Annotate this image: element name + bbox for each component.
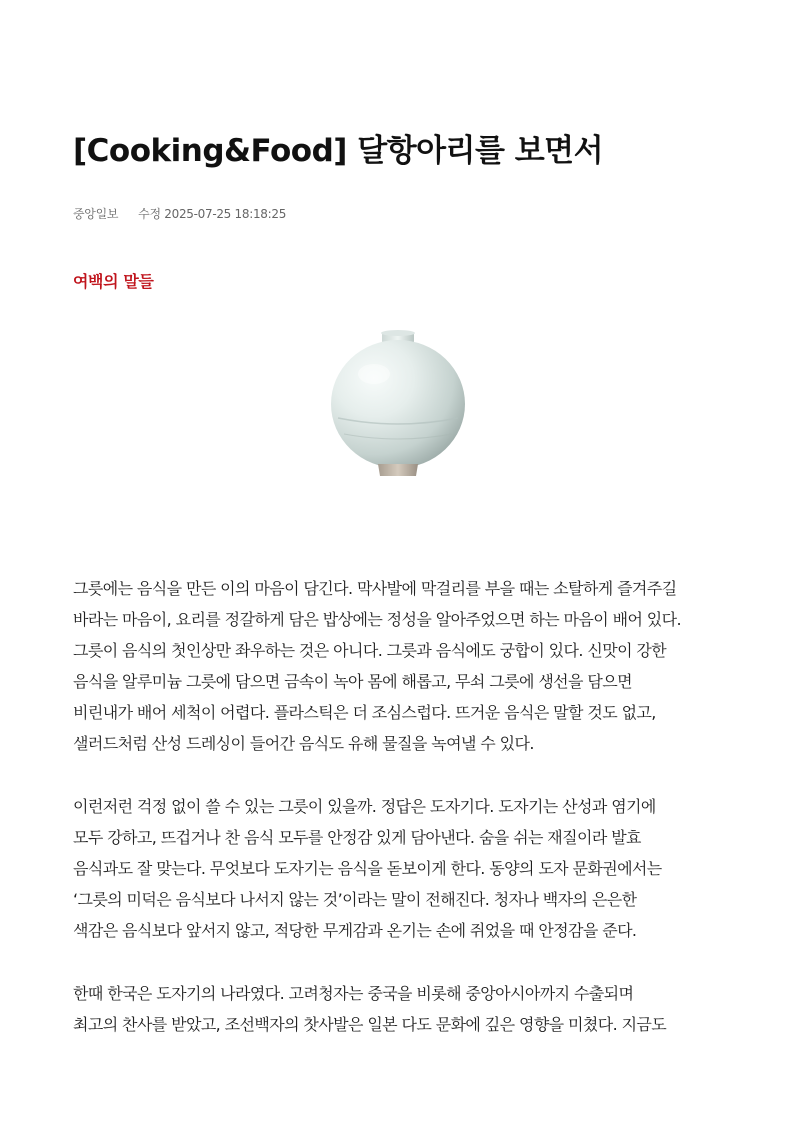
- article-body: [73, 573, 733, 1072]
- updated-time: 2025-07-25 18:18:25: [164, 207, 287, 221]
- text-line: 음식과도 잘 맞는다. 무엇보다 도자기는 음식을 돋보이게 한다. 동양의 도자 문화권에서는: [73, 859, 662, 878]
- paragraph: [73, 791, 733, 946]
- source-name: 중앙일보: [73, 207, 119, 221]
- page-title: [Cooking&Food] 달항아리를 보면서: [73, 133, 604, 169]
- text-line: ‘그릇의 미덕은 음식보다 나서지 않는 것’이라는 말이 전해진다. 청자나 백자의 은은한: [73, 890, 637, 909]
- text-line: 비린내가 배어 세척이 어렵다. 플라스틱은 더 조심스럽다. 뜨거운 음식은 말할 것도 없고,: [73, 703, 656, 722]
- text-line: 색감은 음식보다 앞서지 않고, 적당한 무게감과 온기는 손에 쥐었을 때 안정감을 준다.: [73, 921, 637, 940]
- article-meta: [73, 205, 286, 222]
- text-line: 그릇에는 음식을 만든 이의 마음이 담긴다. 막사발에 막걸리를 부을 때는 소탈하게 즐겨주길: [73, 579, 677, 598]
- updated-label: 수정: [138, 207, 161, 221]
- section-heading: 여백의 말들: [73, 272, 154, 291]
- paragraph: [73, 573, 733, 759]
- text-line: 한때 한국은 도자기의 나라였다. 고려청자는 중국을 비롯해 중앙아시아까지 수출되며: [73, 984, 634, 1003]
- text-line: 그릇이 음식의 첫인상만 좌우하는 것은 아니다. 그릇과 음식에도 궁합이 있다. 신맛이 강한: [73, 641, 667, 660]
- article-image: [330, 330, 466, 478]
- text-line: 음식을 알루미늄 그릇에 담으면 금속이 녹아 몸에 해롭고, 무쇠 그릇에 생선을 담으면: [73, 672, 632, 691]
- text-line: 바라는 마음이, 요리를 정갈하게 담은 밥상에는 정성을 알아주었으면 하는 마음이 배어 있다.: [73, 610, 681, 629]
- paragraph: [73, 978, 733, 1040]
- text-line: 최고의 찬사를 받았고, 조선백자의 찻사발은 일본 다도 문화에 깊은 영향을 미쳤다. 지금도: [73, 1015, 667, 1034]
- text-line: 이런저런 걱정 없이 쓸 수 있는 그릇이 있을까. 정답은 도자기다. 도자기는 산성과 염기에: [73, 797, 656, 816]
- moon-jar-icon: [330, 330, 466, 478]
- text-line: 모두 강하고, 뜨겁거나 찬 음식 모두를 안정감 있게 담아낸다. 숨을 쉬는 재질이라 발효: [73, 828, 641, 847]
- text-line: 샐러드처럼 산성 드레싱이 들어간 음식도 유해 물질을 녹여낼 수 있다.: [73, 734, 534, 753]
